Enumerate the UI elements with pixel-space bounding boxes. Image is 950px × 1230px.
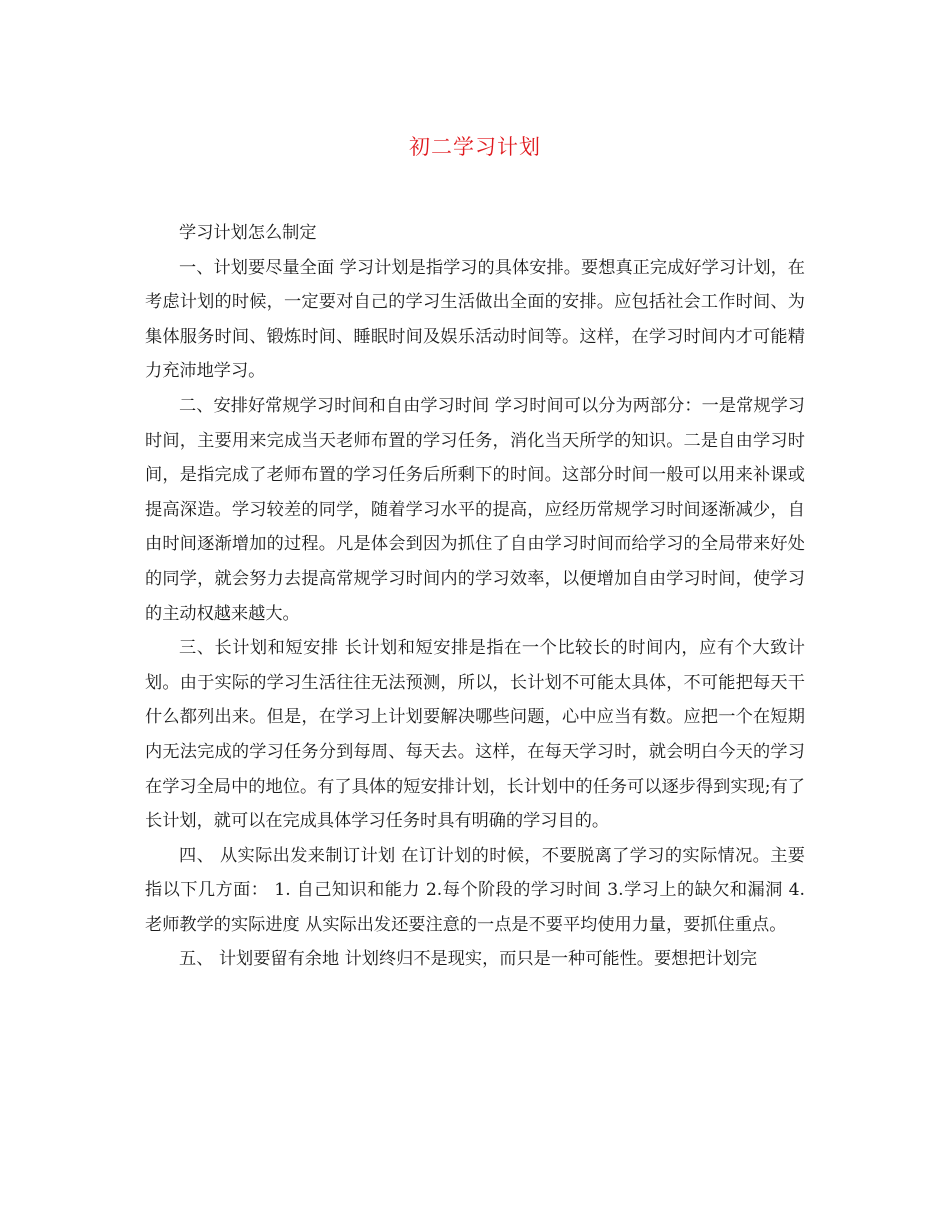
paragraph: 二、安排好常规学习时间和自由学习时间 学习时间可以分为两部分：一是常规学习时间，主要用来完成当天老师布置的学习任务，消化当天所学的知识。二是自由学习时间，是指完成了老师布置的学习任务后所剩下的时间。这部分时间一般可以用来补课或提高深造。学习较差的同学，随着学习水平的提高，应经历常规学习时间逐渐减少，自由时间逐渐增加的过程。凡是体会到因为抓住了自由学习时间而给学习的全局带来好处的同学，就会努力去提高常规学习时间内的学习效率，以便增加自由学习时间，使学习的主动权越来越大。: [145, 395, 805, 624]
paragraph: 三、长计划和短安排 长计划和短安排是指在一个比较长的时间内，应有个大致计划。由于实际的学习生活往往无法预测，所以，长计划不可能太具体，不可能把每天干什么都列出来。但是，在学习上计划要解决哪些问题，心中应当有数。应把一个在短期内无法完成的学习任务分到每周、每天去。这样，在每天学习时，就会明白今天的学习在学习全局中的地位。有了具体的短安排计划，长计划中的任务可以逐步得到实现;有了长计划，就可以在完成具体学习任务时具有明确的学习目的。: [145, 638, 805, 832]
paragraph: 五、 计划要留有余地 计划终归不是现实，而只是一种可能性。要想把计划完: [179, 949, 758, 970]
paragraph: 四、 从实际出发来制订计划 在订计划的时候，不要脱离了学习的实际情况。主要指以下几方面： 1. 自己知识和能力 2.每个阶段的学习时间 3.学习上的缺欠和漏洞 4.老师教学的实际进度 从实际出发还要注意的一点是不要平均使用力量，要抓住重点。: [145, 845, 805, 935]
subheading: 学习计划怎么制定: [179, 223, 317, 243]
document-title: 初二学习计划: [409, 135, 541, 159]
paragraph: 一、计划要尽量全面 学习计划是指学习的具体安排。要想真正完成好学习计划，在考虑计划的时候，一定要对自己的学习生活做出全面的安排。应包括社会工作时间、为集体服务时间、锻炼时间、睡眠时间及娱乐活动时间等。这样，在学习时间内才可能精力充沛地学习。: [145, 257, 805, 382]
document-body: [145, 216, 805, 977]
